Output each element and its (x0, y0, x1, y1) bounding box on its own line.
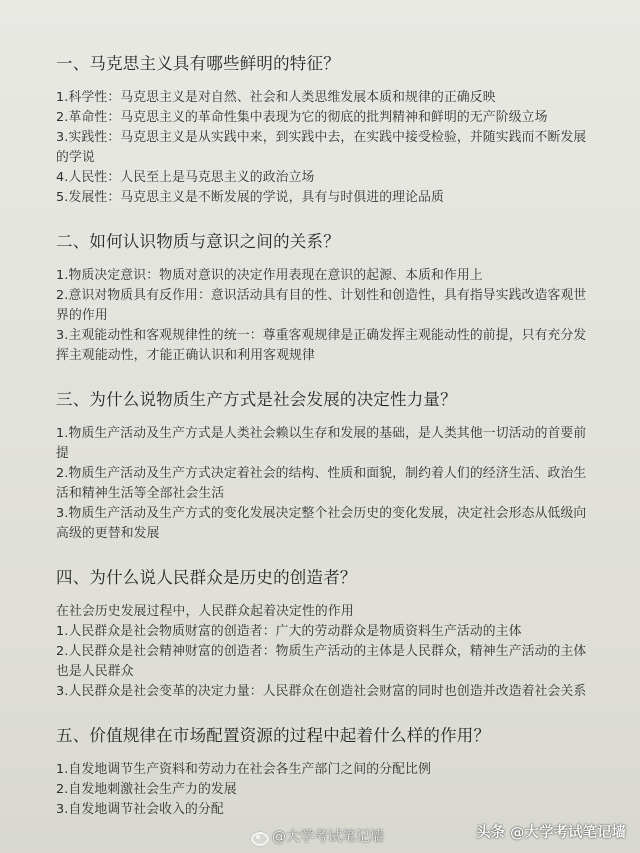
section-item: 4.人民性：人民至上是马克思主义的政治立场 (56, 170, 315, 185)
section-title: 二、如何认识物质与意识之间的关系？ (56, 232, 340, 251)
weibo-watermark-text: @大学考试笔记墙 (272, 829, 384, 845)
section-3 (56, 388, 596, 544)
section-title: 一、马克思主义具有哪些鲜明的特征？ (56, 54, 340, 73)
section-item: 2.意识对物质具有反作用：意识活动具有目的性、计划性和创造性，具有指导实践改造客观世界的作用 (56, 288, 587, 323)
document-content (56, 52, 596, 838)
section-item: 1.物质决定意识：物质对意识的决定作用表现在意识的起源、本质和作用上 (56, 268, 483, 283)
section-item: 3.主观能动性和客观规律性的统一：尊重客观规律是正确发挥主观能动性的前提，只有充分发挥主观能动性，才能正确认识和利用客观规律 (56, 328, 587, 363)
section-4 (56, 566, 596, 702)
section-item: 2.革命性：马克思主义的革命性集中表现为它的彻底的批判精神和鲜明的无产阶级立场 (56, 110, 548, 125)
section-item: 2.人民群众是社会精神财富的创造者：物质生产活动的主体是人民群众，精神生产活动的主体也是人民群众 (56, 644, 587, 679)
section-item: 1.科学性：马克思主义是对自然、社会和人类思维发展本质和规律的正确反映 (56, 90, 496, 105)
section-item: 1.人民群众是社会物质财富的创造者：广大的劳动群众是物质资料生产活动的主体 (56, 624, 522, 639)
section-item: 1.自发地调节生产资料和劳动力在社会各生产部门之间的分配比例 (56, 762, 432, 777)
section-item: 5.发展性：马克思主义是不断发展的学说，具有与时俱进的理论品质 (56, 190, 444, 205)
section-item: 3.人民群众是社会变革的决定力量：人民群众在创造社会财富的同时也创造并改造着社会关系 (56, 684, 587, 699)
section-item: 2.物质生产活动及生产方式决定着社会的结构、性质和面貌，制约着人们的经济生活、政治生活和精神生活等全部社会生活 (56, 466, 587, 501)
section-1 (56, 52, 596, 208)
section-item: 2.自发地刺激社会生产力的发展 (56, 782, 237, 797)
section-title: 四、为什么说人民群众是历史的创造者？ (56, 568, 357, 587)
section-item: 在社会历史发展过程中，人民群众起着决定性的作用 (56, 604, 354, 619)
section-2 (56, 230, 596, 366)
toutiao-watermark: 头条 @大学考试笔记墙 (475, 825, 626, 841)
section-item: 3.实践性：马克思主义是从实践中来，到实践中去，在实践中接受检验，并随实践而不断发展的学说 (56, 130, 587, 165)
section-5 (56, 724, 596, 820)
section-item: 1.物质生产活动及生产方式是人类社会赖以生存和发展的基础，是人类其他一切活动的首要前提 (56, 426, 587, 461)
section-item: 3.物质生产活动及生产方式的变化发展决定整个社会历史的变化发展，决定社会形态从低级向高级的更替和发展 (56, 506, 587, 541)
section-title: 五、价值规律在市场配置资源的过程中起着什么样的作用？ (56, 726, 491, 745)
weibo-watermark (250, 826, 384, 846)
section-item: 3.自发地调节社会收入的分配 (56, 802, 224, 817)
weibo-icon (250, 829, 268, 843)
section-title: 三、为什么说物质生产方式是社会发展的决定性力量？ (56, 390, 457, 409)
